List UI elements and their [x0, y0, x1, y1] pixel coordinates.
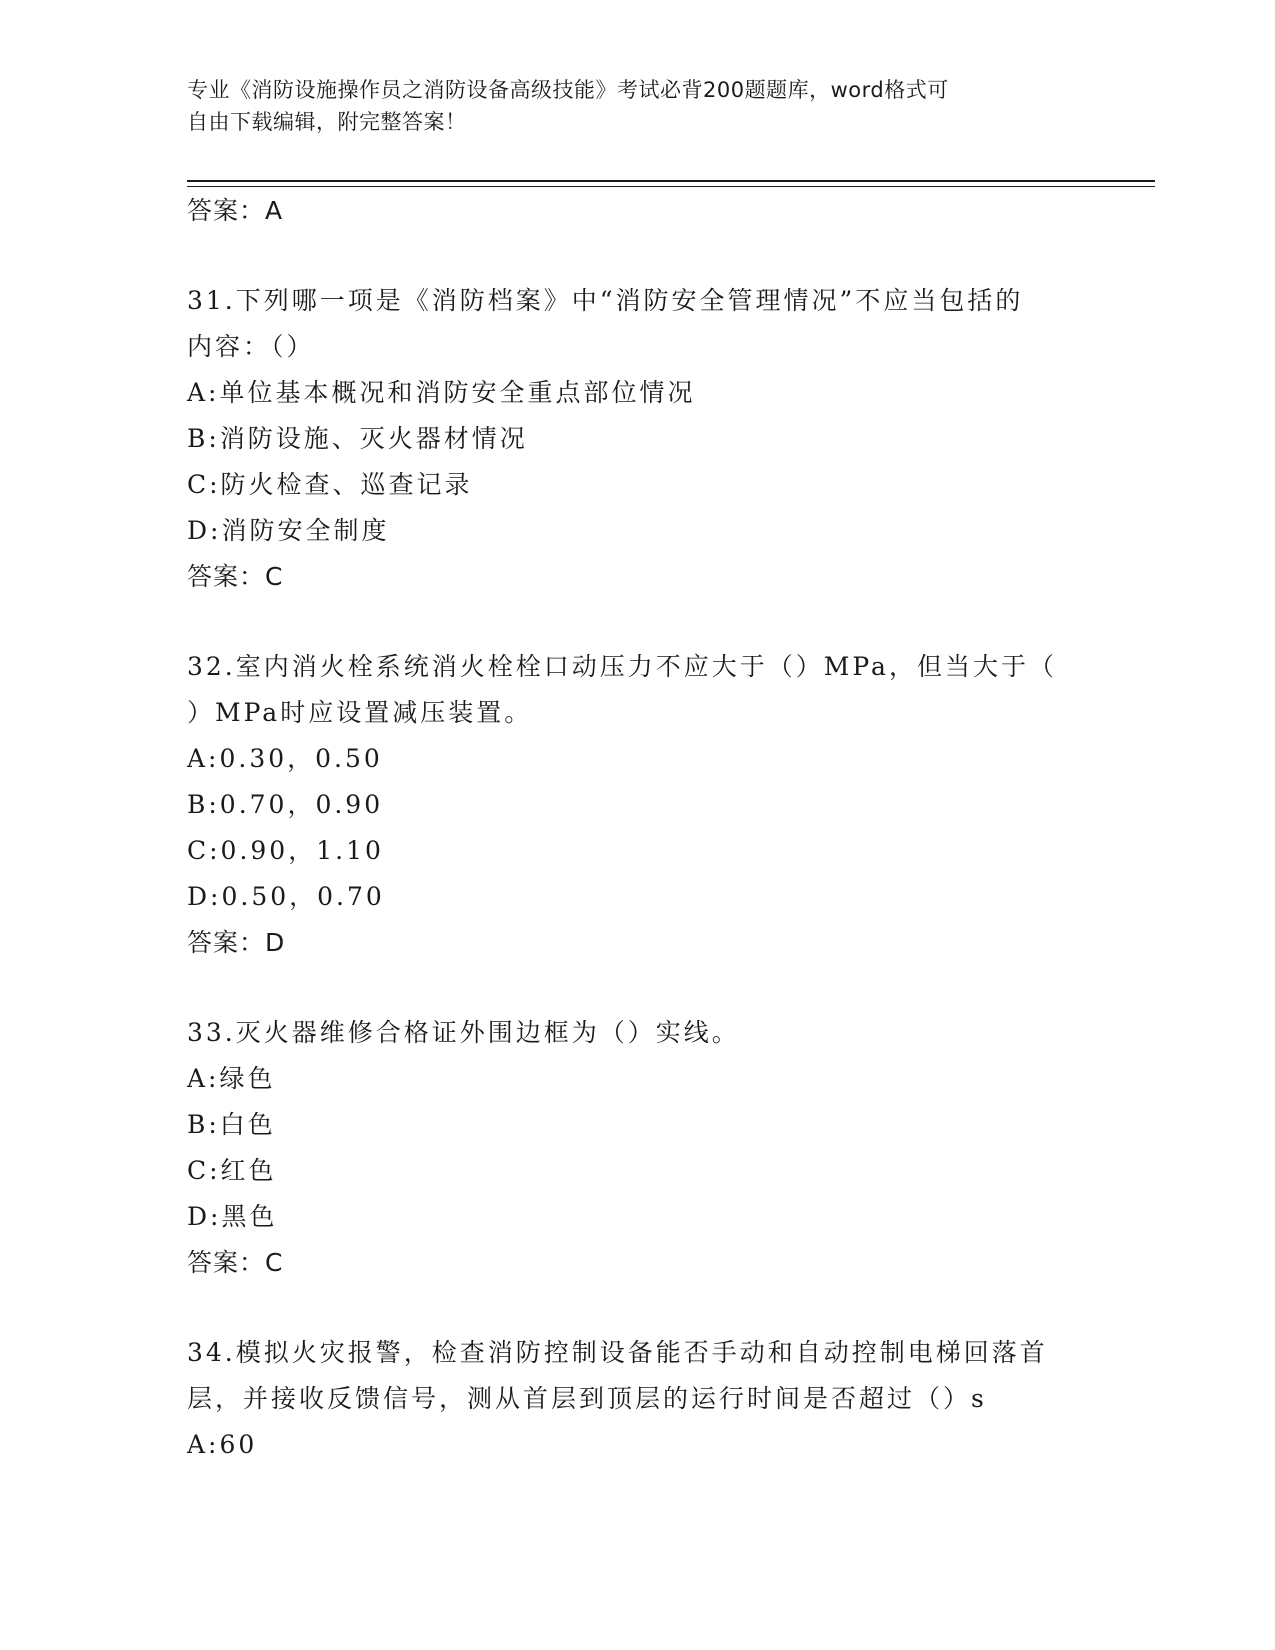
question-text: [187, 1330, 1087, 1422]
question-32: [187, 644, 1087, 966]
question-text-line: 内容：（）: [187, 332, 315, 361]
question-text-line: ）MPa时应设置减压装置。: [187, 698, 533, 727]
answer: 答案：C: [187, 1248, 284, 1277]
answer: 答案：C: [187, 562, 284, 591]
option-c: C:0.90，1.10: [187, 836, 384, 865]
option-d: D:消防安全制度: [187, 516, 390, 545]
question-text: [187, 644, 1087, 736]
page-header: [187, 74, 1067, 138]
header-divider: [187, 180, 1155, 182]
question-text-line: 32.室内消火栓系统消火栓栓口动压力不应大于（）MPa，但当大于（: [187, 652, 1057, 681]
header-line-2: 自由下载编辑，附完整答案！: [187, 110, 467, 134]
question-text-line: 31.下列哪一项是《消防档案》中“消防安全管理情况”不应当包括的: [187, 286, 1024, 315]
option-c: C:防火检查、巡查记录: [187, 470, 473, 499]
option-d: D:黑色: [187, 1202, 278, 1231]
question-33: [187, 1010, 1087, 1286]
option-d: D:0.50，0.70: [187, 882, 385, 911]
option-b: B:白色: [187, 1110, 276, 1139]
question-text-line: 34.模拟火灾报警，检查消防控制设备能否手动和自动控制电梯回落首: [187, 1338, 1048, 1367]
option-a: A:0.30，0.50: [187, 744, 383, 773]
question-text: [187, 1010, 1087, 1056]
question-text: [187, 278, 1087, 370]
answer: 答案：D: [187, 928, 286, 957]
question-text-line: 33.灭火器维修合格证外围边框为（）实线。: [187, 1018, 740, 1047]
option-a: A:绿色: [187, 1064, 276, 1093]
option-a: A:单位基本概况和消防安全重点部位情况: [187, 378, 696, 407]
question-text-line: 层，并接收反馈信号，测从首层到顶层的运行时间是否超过（）s: [187, 1384, 987, 1413]
question-34: [187, 1330, 1087, 1468]
header-line-1: 专业《消防设施操作员之消防设备高级技能》考试必背200题题库，word格式可: [187, 78, 949, 102]
option-b: B:0.70，0.90: [187, 790, 384, 819]
question-31: [187, 278, 1087, 600]
option-c: C:红色: [187, 1156, 277, 1185]
option-b: B:消防设施、灭火器材情况: [187, 424, 528, 453]
header-divider-thin: [187, 186, 1155, 187]
question-list: [187, 188, 1087, 1468]
option-a: A:60: [187, 1430, 258, 1459]
previous-answer: 答案：A: [187, 196, 284, 225]
